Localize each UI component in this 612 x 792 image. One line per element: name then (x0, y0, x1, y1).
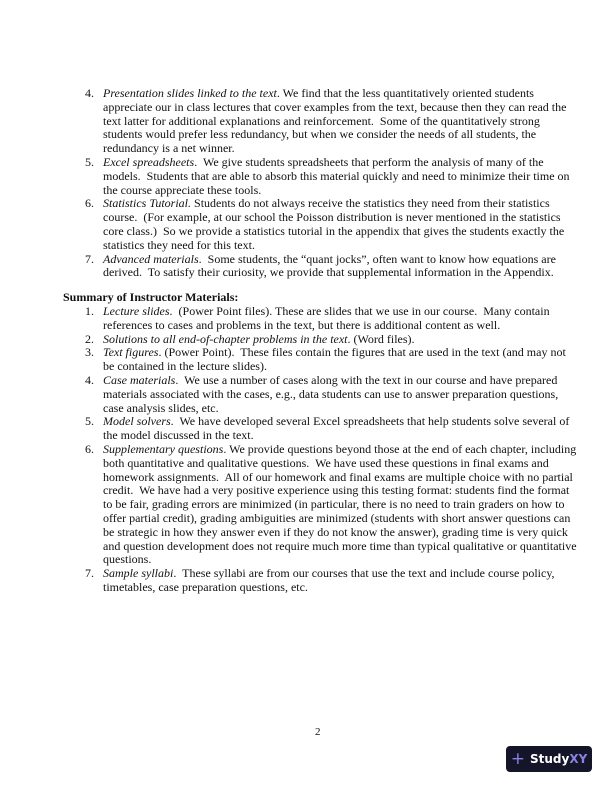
item-line (103, 388, 612, 402)
list-item (0, 305, 612, 333)
item-line (103, 225, 612, 239)
item-title: Supplementary questions (103, 441, 224, 456)
list-item (0, 415, 612, 443)
item-line (103, 266, 612, 280)
item-text: offer partial credit), grading ambiguities are minimized (students with short answer questions can (103, 510, 571, 525)
item-line (103, 115, 612, 129)
item-line (103, 128, 612, 142)
item-text: references to cases and problems in the text, but there is additional content as well. (103, 317, 501, 332)
item-line (103, 101, 612, 115)
plus-icon: + (510, 748, 525, 769)
item-text: timetables, case preparation questions, etc. (103, 579, 308, 594)
list-item (0, 567, 612, 595)
list-item (0, 333, 612, 347)
item-title: Case materials (103, 372, 176, 387)
item-number: 4. (85, 86, 94, 100)
item-title: Presentation slides linked to the text (103, 86, 277, 100)
item-line (103, 346, 612, 360)
item-number: 6. (85, 196, 94, 211)
item-text: be contained in the lecture slides). (103, 359, 267, 374)
section-heading: Summary of Instructor Materials: (63, 290, 239, 304)
item-text: appreciate our in class lectures that cover examples from the text, because then they can read the (103, 99, 567, 114)
item-number: 6. (85, 441, 94, 456)
item-line (103, 415, 612, 429)
item-line (103, 211, 612, 225)
item-number: 3. (85, 345, 94, 360)
item-text: derived. To satisfy their curiosity, we provide that supplemental information in the Appendix. (103, 265, 554, 280)
item-line (103, 374, 612, 388)
logo-text (530, 752, 587, 766)
list-item (0, 156, 612, 197)
item-line (103, 457, 612, 471)
item-text: . (Power Point files). These are slides that we use in our course. Many contain (169, 304, 550, 318)
item-title: Model solvers (103, 414, 171, 429)
item-line (103, 333, 612, 347)
item-line (103, 443, 612, 457)
item-text: case analysis slides, etc. (103, 400, 219, 415)
item-text: core class.) So we provide a statistics tutorial in the appendix that gives the students exactly the (103, 223, 565, 238)
item-line (103, 87, 612, 101)
item-text: . (Word files). (347, 331, 415, 346)
item-line (103, 429, 612, 443)
item-text: statistics they need for this text. (103, 237, 255, 252)
item-title: Sample syllabi (103, 566, 174, 581)
item-line (103, 142, 612, 156)
item-line (103, 471, 612, 485)
item-line (103, 581, 612, 595)
item-title: Statistics Tutorial. (103, 196, 192, 211)
item-text: text latter for additional explanations and reinforcement. Some of the quantitatively strong (103, 113, 540, 128)
list-item (0, 197, 612, 252)
item-title: Solutions to all end-of-chapter problems in the text (103, 331, 348, 346)
list-item (0, 87, 612, 156)
list-item (0, 346, 612, 374)
item-text: homework assignments. All of our homework and final exams are multiple choice with no partial (103, 469, 573, 484)
item-number: 4. (85, 372, 94, 387)
instructor-materials-list (0, 305, 612, 595)
item-line (103, 484, 612, 498)
item-text: . Some students, the “quant jocks”, often want to know how equations are (198, 251, 556, 266)
item-line (103, 512, 612, 526)
item-text: be strategic in how they answer even if they do not know the answer), grading time is very quick (103, 524, 568, 539)
item-text: . We provide questions beyond those at the end of each chapter, including (223, 441, 577, 456)
item-text: students would prefer less redundancy, but when we consider the needs of all students, the (103, 127, 537, 142)
list-item (0, 374, 612, 415)
item-title: Text figures (103, 345, 159, 360)
item-line (103, 567, 612, 581)
studyxy-logo[interactable] (506, 746, 592, 772)
item-text: credit. We have had a very positive experience using this testing format: students find the format (103, 483, 570, 498)
item-line (103, 540, 612, 554)
list-item (0, 443, 612, 567)
item-number: 5. (85, 414, 94, 429)
item-text: questions. (103, 552, 152, 567)
item-number: 5. (85, 154, 94, 169)
item-text: both quantitative and qualitative questions. We have used these questions in final exams and (103, 455, 549, 470)
item-line (103, 402, 612, 416)
logo-study: Study (529, 752, 570, 766)
item-text: the model discussed in the text. (103, 428, 254, 443)
logo-xy: XY (569, 752, 588, 766)
item-text: to be fair, grading errors are minimized (in particular, there is no need to train graders on how to (103, 497, 565, 512)
item-line (103, 553, 612, 567)
item-text: Students do not always receive the statistics they need from their statistics (191, 196, 550, 211)
item-line (103, 239, 612, 253)
item-line (103, 184, 612, 198)
item-line (103, 156, 612, 170)
item-line (103, 170, 612, 184)
item-text: materials associated with the cases, e.g., data students can use to answer preparation questions, (103, 386, 559, 401)
list-item (0, 253, 612, 281)
item-text: . These syllabi are from our courses that use the text and include course policy, (173, 566, 555, 581)
item-text: . We find that the less quantitatively oriented students (276, 86, 534, 100)
item-line (103, 526, 612, 540)
item-text: . We give students spreadsheets that perform the analysis of many of the (194, 154, 544, 169)
item-text: course. (For example, at our school the Poisson distribution is never mentioned in the statistics (103, 210, 561, 225)
item-number: 7. (85, 251, 94, 266)
item-line (103, 197, 612, 211)
item-title: Advanced materials (103, 251, 199, 266)
item-number: 7. (85, 566, 94, 581)
item-text: . (Power Point). These files contain the figures that are used in the text (and may not (158, 345, 566, 360)
item-line (103, 305, 612, 319)
item-text: and question development does not require much more time than typical qualitative or quantitative (103, 538, 577, 553)
item-number: 2. (85, 331, 94, 346)
item-text: . We use a number of cases along with the text in our course and have prepared (175, 372, 558, 387)
item-line (103, 498, 612, 512)
item-text: the course appreciate these tools. (103, 182, 262, 197)
item-number: 1. (85, 304, 94, 318)
item-text: models. Students that are able to absorb this material quickly and need to minimize their time on (103, 168, 570, 183)
item-title: Lecture slides (103, 304, 170, 318)
item-line (103, 319, 612, 333)
item-line (103, 360, 612, 374)
page-number: 2 (315, 726, 321, 738)
item-line (103, 253, 612, 267)
features-list (0, 87, 612, 280)
item-title: Excel spreadsheets (103, 154, 195, 169)
item-text: . We have developed several Excel spreadsheets that help students solve several of (170, 414, 570, 429)
item-text: redundancy is a net winner. (103, 141, 235, 156)
